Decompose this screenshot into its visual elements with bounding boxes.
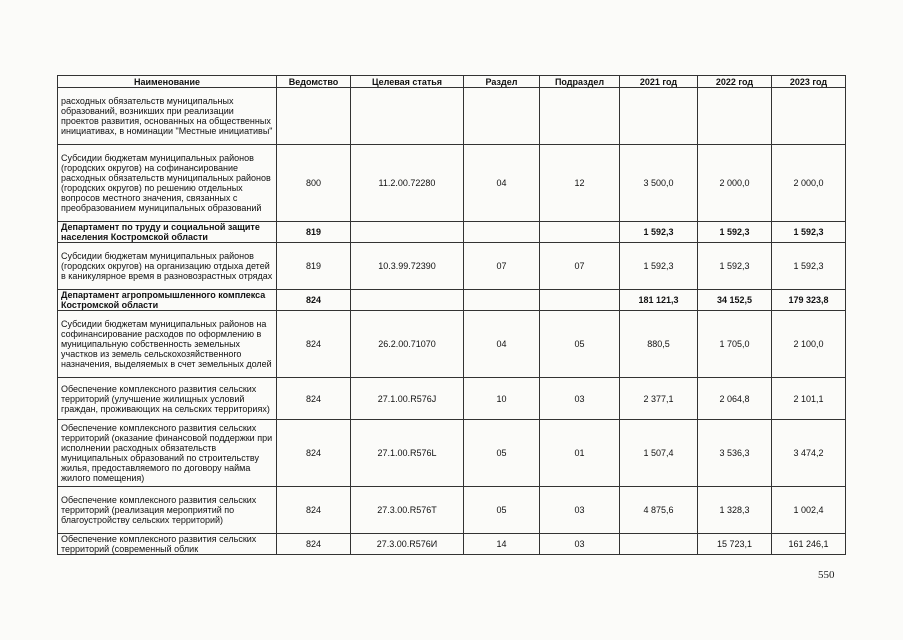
cell-name: Обеспечение комплексного развития сельских территорий (современный облик xyxy=(58,534,277,555)
cell-section: 05 xyxy=(464,487,540,534)
table-row xyxy=(58,420,846,487)
cell-section: 05 xyxy=(464,420,540,487)
cell-section xyxy=(464,222,540,243)
cell-y2022: 34 152,5 xyxy=(698,290,772,311)
cell-section xyxy=(464,88,540,145)
cell-y2021: 4 875,6 xyxy=(620,487,698,534)
cell-y2023: 1 002,4 xyxy=(772,487,846,534)
header-section: Раздел xyxy=(464,76,540,88)
cell-ministry: 824 xyxy=(277,378,351,420)
table-row xyxy=(58,311,846,378)
cell-target: 27.1.00.R576L xyxy=(351,420,464,487)
table-row xyxy=(58,145,846,222)
table-row-department xyxy=(58,290,846,311)
cell-y2022: 2 000,0 xyxy=(698,145,772,222)
cell-y2021: 1 592,3 xyxy=(620,222,698,243)
cell-ministry: 800 xyxy=(277,145,351,222)
cell-section: 10 xyxy=(464,378,540,420)
cell-ministry: 819 xyxy=(277,222,351,243)
cell-y2021: 3 500,0 xyxy=(620,145,698,222)
cell-section: 07 xyxy=(464,243,540,290)
cell-y2023: 1 592,3 xyxy=(772,243,846,290)
cell-name: Субсидии бюджетам муниципальных районов (городских округов) на организацию отдыха детей в каникулярное время в разновозрастных отрядах xyxy=(58,243,277,290)
cell-y2022 xyxy=(698,88,772,145)
cell-target xyxy=(351,290,464,311)
cell-ministry: 824 xyxy=(277,311,351,378)
cell-y2021: 181 121,3 xyxy=(620,290,698,311)
cell-y2023: 161 246,1 xyxy=(772,534,846,555)
cell-y2022: 2 064,8 xyxy=(698,378,772,420)
cell-target xyxy=(351,222,464,243)
cell-name: расходных обязательств муниципальных образований, возникших при реализации проектов развития, основанных на общественных инициативах, в номинации "Местные инициативы" xyxy=(58,88,277,145)
cell-target: 26.2.00.71070 xyxy=(351,311,464,378)
table-row xyxy=(58,378,846,420)
cell-subsection xyxy=(540,290,620,311)
cell-target: 27.3.00.R576И xyxy=(351,534,464,555)
cell-target: 11.2.00.72280 xyxy=(351,145,464,222)
header-ministry: Ведомство xyxy=(277,76,351,88)
header-subsection: Подраздел xyxy=(540,76,620,88)
table-row xyxy=(58,88,846,145)
cell-subsection: 07 xyxy=(540,243,620,290)
header-2021: 2021 год xyxy=(620,76,698,88)
table-row-department xyxy=(58,222,846,243)
cell-ministry: 824 xyxy=(277,534,351,555)
table-row xyxy=(58,243,846,290)
cell-y2021: 880,5 xyxy=(620,311,698,378)
cell-section: 14 xyxy=(464,534,540,555)
cell-y2023: 3 474,2 xyxy=(772,420,846,487)
cell-y2021: 2 377,1 xyxy=(620,378,698,420)
cell-name: Субсидии бюджетам муниципальных районов на софинансирование расходов по оформлению в муниципальную собственность земельных участков из земель сельскохозяйственного назначения, выделяемых в счет земельных долей xyxy=(58,311,277,378)
cell-y2023: 2 000,0 xyxy=(772,145,846,222)
cell-name: Департамент по труду и социальной защите населения Костромской области xyxy=(58,222,277,243)
cell-subsection: 01 xyxy=(540,420,620,487)
cell-subsection: 03 xyxy=(540,378,620,420)
cell-subsection: 03 xyxy=(540,534,620,555)
cell-y2021: 1 592,3 xyxy=(620,243,698,290)
cell-subsection: 03 xyxy=(540,487,620,534)
header-target: Целевая статья xyxy=(351,76,464,88)
cell-ministry: 824 xyxy=(277,290,351,311)
cell-y2021 xyxy=(620,534,698,555)
cell-name: Обеспечение комплексного развития сельских территорий (оказание финансовой поддержки при исполнении расходных обязательств муниципальных образований по строительству жилья, предоставляемого по договору найма жилого помещения) xyxy=(58,420,277,487)
cell-subsection xyxy=(540,222,620,243)
table-row xyxy=(58,534,846,555)
cell-y2021 xyxy=(620,88,698,145)
header-name: Наименование xyxy=(58,76,277,88)
cell-y2022: 1 592,3 xyxy=(698,222,772,243)
cell-y2023: 2 100,0 xyxy=(772,311,846,378)
cell-subsection: 12 xyxy=(540,145,620,222)
cell-y2022: 15 723,1 xyxy=(698,534,772,555)
cell-y2023: 179 323,8 xyxy=(772,290,846,311)
cell-section: 04 xyxy=(464,311,540,378)
cell-name: Обеспечение комплексного развития сельских территорий (реализация мероприятий по благоустройству сельских территорий) xyxy=(58,487,277,534)
cell-target: 27.1.00.R576J xyxy=(351,378,464,420)
header-2023: 2023 год xyxy=(772,76,846,88)
table-header-row xyxy=(58,76,846,88)
header-2022: 2022 год xyxy=(698,76,772,88)
cell-y2023: 1 592,3 xyxy=(772,222,846,243)
table-row xyxy=(58,487,846,534)
cell-y2022: 1 705,0 xyxy=(698,311,772,378)
cell-subsection xyxy=(540,88,620,145)
cell-section xyxy=(464,290,540,311)
page-number: 550 xyxy=(818,569,835,581)
cell-target: 10.3.99.72390 xyxy=(351,243,464,290)
cell-ministry: 824 xyxy=(277,420,351,487)
cell-y2023 xyxy=(772,88,846,145)
cell-subsection: 05 xyxy=(540,311,620,378)
cell-target xyxy=(351,88,464,145)
cell-name: Субсидии бюджетам муниципальных районов (городских округов) на софинансирование расходных обязательств муниципальных районов (городских округов) по решению отдельных вопросов местного значения, связанных с преобразованием муниципальных образований xyxy=(58,145,277,222)
cell-name: Департамент агропромышленного комплекса Костромской области xyxy=(58,290,277,311)
cell-name: Обеспечение комплексного развития сельских территорий (улучшение жилищных условий граждан, проживающих на сельских территориях) xyxy=(58,378,277,420)
cell-y2022: 1 328,3 xyxy=(698,487,772,534)
cell-y2022: 3 536,3 xyxy=(698,420,772,487)
cell-ministry xyxy=(277,88,351,145)
cell-y2022: 1 592,3 xyxy=(698,243,772,290)
cell-ministry: 824 xyxy=(277,487,351,534)
cell-ministry: 819 xyxy=(277,243,351,290)
budget-table xyxy=(57,75,846,555)
cell-y2021: 1 507,4 xyxy=(620,420,698,487)
cell-target: 27.3.00.R576T xyxy=(351,487,464,534)
cell-y2023: 2 101,1 xyxy=(772,378,846,420)
cell-section: 04 xyxy=(464,145,540,222)
